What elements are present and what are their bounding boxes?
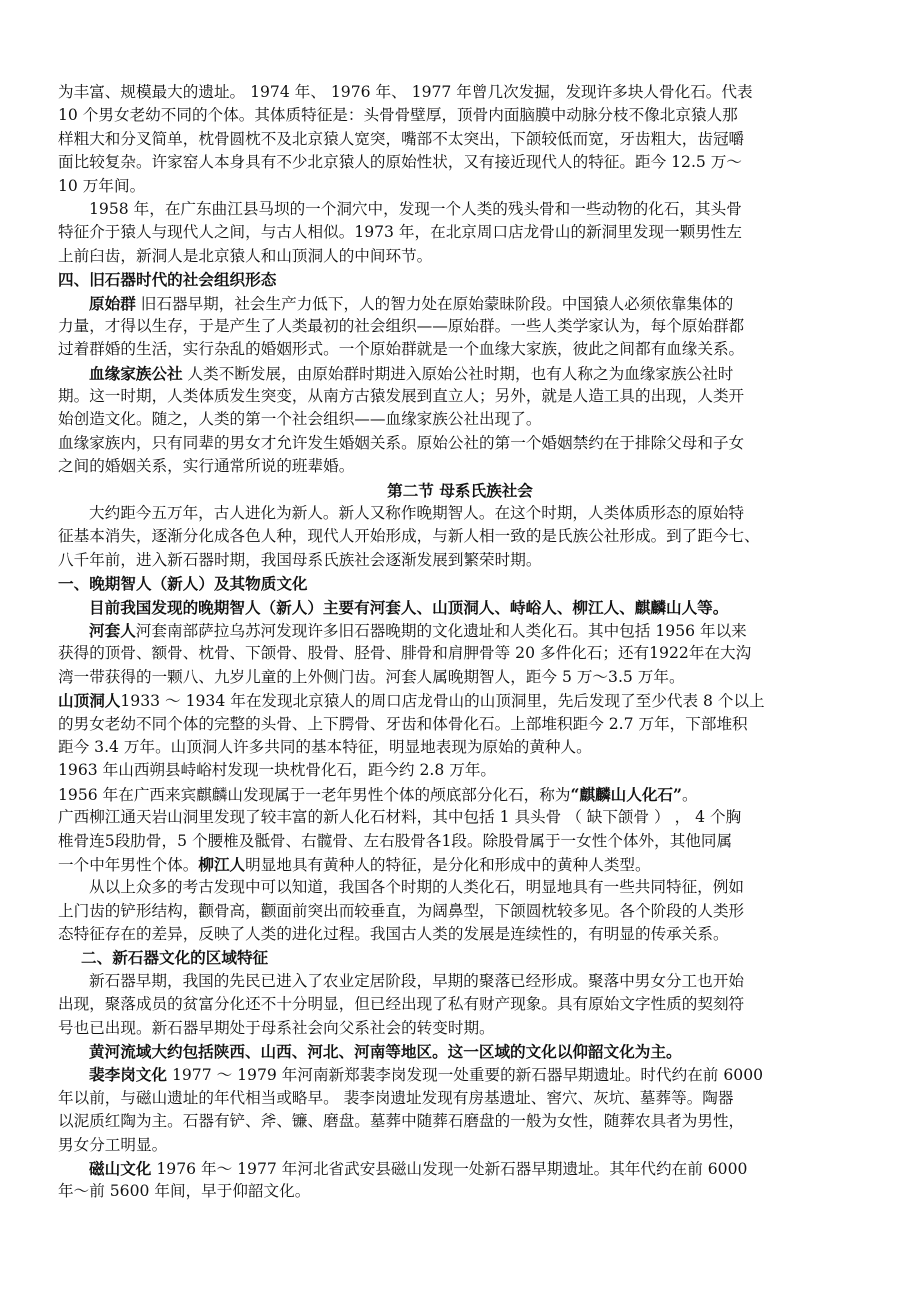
- text-line: [58, 432, 862, 455]
- line-text: 第二节 母系氏族社会: [387, 480, 533, 500]
- section-heading: [58, 1040, 862, 1063]
- line-text: 二、新石器文化的区域特征: [81, 948, 269, 968]
- text-line: [58, 876, 862, 899]
- line-text: 1963 年山西朔县峙峪村发现一块枕骨化石，距今约 2.8 万年。: [58, 761, 497, 780]
- bold-term: 磁山文化: [89, 1158, 152, 1178]
- line-text: 的男女老幼不同个体的完整的头骨、上下腭骨、牙齿和体骨化石。上部堆积距今 2.7 万年，下部堆积: [58, 714, 748, 733]
- section-heading: [58, 572, 862, 595]
- text-line: [58, 198, 862, 221]
- text-line: [58, 245, 862, 268]
- line-text: 从以上众多的考古发现中可以知道，我国各个时期的人类化石，明显地具有一些共同特征，例如: [89, 878, 744, 897]
- line-text: 明显地具有黄种人的特征，是分化和形成中的黄种人类型。: [245, 855, 651, 874]
- line-text: 一、晚期智人（新人）及其物质文化: [58, 574, 308, 594]
- line-text: 旧石器早期，社会生产力低下，人的智力处在原始蒙昧阶段。中国猿人必须依靠集体的: [135, 294, 734, 313]
- line-text: 黄河流域大约包括陕西、山西、河北、河南等地区。这一区域的文化以仰韶文化为主。: [89, 1042, 682, 1062]
- text-line: [58, 806, 862, 829]
- line-text: 1977 ～ 1979 年河南新郑裴李岗发现一处重要的新石器早期遗址。时代约在前 6000: [166, 1066, 764, 1085]
- text-line: [58, 1063, 862, 1086]
- text-line: [58, 1134, 862, 1157]
- line-text: 上前臼齿，新洞人是北京猿人和山顶洞人的中间环节。: [58, 246, 433, 265]
- text-line: [58, 1157, 862, 1180]
- text-line: [58, 385, 862, 408]
- text-line: [58, 666, 862, 689]
- line-text: 征基本消失，逐渐分化成各色人种，现代人开始形成，与新人相一致的是氏族公社形成。到了距今七、: [58, 527, 760, 546]
- section-heading: [58, 946, 862, 969]
- line-text: 态特征存在的差异，反映了人类的进化过程。我国古人类的发展是连续性的，有明显的传承关系。: [58, 925, 729, 944]
- text-line: [58, 292, 862, 315]
- text-line: [58, 1110, 862, 1133]
- text-line: [58, 736, 862, 759]
- text-line: [58, 128, 862, 151]
- bold-term: 柳江人: [198, 854, 246, 874]
- text-line: [58, 853, 862, 876]
- bold-term: 河套人: [89, 620, 136, 640]
- line-text: 1976 年～ 1977 年河北省武安县磁山发现一处新石器早期遗址。其年代约在前 6000: [151, 1159, 748, 1178]
- line-text: 特征介于猿人与现代人之间，与古人相似。1973 年，在北京周口店龙骨山的新洞里发现一颗男性左: [58, 223, 742, 242]
- line-text: 以泥质红陶为主。石器有铲、斧、镰、磨盘。墓葬中随葬石磨盘的一般为女性，随葬农具者为男性，: [58, 1112, 745, 1131]
- line-text: 获得的顶骨、额骨、枕骨、下颌骨、股骨、胫骨、腓骨和肩胛骨等 20 多件化石；还有1922年在大沟: [58, 644, 752, 663]
- line-text: 年～前 5600 年间，早于仰韶文化。: [58, 1182, 311, 1201]
- text-line: [58, 455, 862, 478]
- text-line: [58, 338, 862, 361]
- bold-term: “麒麟山人化石”: [570, 784, 682, 804]
- line-text: 年以前，与磁山遗址的年代相当或略早。 裴李岗遗址发现有房基遗址、窖穴、灰坑、墓葬等。陶器: [58, 1088, 734, 1107]
- text-line: [58, 221, 862, 244]
- text-line: [58, 525, 862, 548]
- line-text: 四、旧石器时代的社会组织形态: [58, 270, 277, 290]
- text-line: [58, 1017, 862, 1040]
- line-text: 人类不断发展，由原始群时期进入原始公社时期，也有人称之为血缘家族公社时: [182, 364, 734, 383]
- line-text: 。: [681, 785, 698, 804]
- line-text: 椎骨连5段肋骨，5 个腰椎及骶骨、右髋骨、左右股骨各1段。除股骨属于一女性个体外，其他同属: [58, 831, 733, 850]
- text-line: [58, 104, 862, 127]
- bold-term: 原始群: [89, 293, 136, 313]
- line-text: 目前我国发现的晚期智人（新人）主要有河套人、山顶洞人、峙峪人、柳江人、麒麟山人等。: [89, 597, 729, 617]
- text-line: [58, 689, 862, 712]
- text-line: [58, 619, 862, 642]
- line-text: 面比较复杂。许家窑人本身具有不少北京猿人的原始性状，又有接近现代人的特征。距今 12.5 万～: [58, 153, 742, 172]
- text-line: [58, 993, 862, 1016]
- line-text: 广西柳江通天岩山洞里发现了较丰富的新人化石材料，其中包括 1 具头骨 （ 缺下颌骨 ） ， 4 个胸: [58, 808, 742, 827]
- text-line: [58, 151, 862, 174]
- text-line: [58, 830, 862, 853]
- line-text: 一个中年男性个体。: [58, 855, 199, 874]
- line-text: 1956 年在广西来宾麒麟山发现属于一老年男性个体的颅底部分化石，称为: [58, 785, 571, 804]
- text-line: [58, 1180, 862, 1203]
- section-heading: [58, 268, 862, 291]
- text-line: [58, 759, 862, 782]
- line-text: 河套南部萨拉乌苏河发现许多旧石器晚期的文化遗址和人类化石。其中包括 1956 年以来: [135, 621, 747, 640]
- text-line: [58, 713, 862, 736]
- line-text: 之间的婚姻关系，实行通常所说的班辈婚。: [58, 457, 355, 476]
- text-line: [58, 783, 862, 806]
- section-heading: [58, 596, 862, 619]
- line-text: 力量，才得以生存，于是产生了人类最初的社会组织——原始群。一些人类学家认为，每个原始群都: [58, 316, 745, 335]
- line-text: 过着群婚的生活，实行杂乱的婚姻形式。一个原始群就是一个血缘大家族，彼此之间都有血缘关系。: [58, 340, 745, 359]
- line-text: 八千年前，进入新石器时期，我国母系氏族社会逐渐发展到繁荣时期。: [58, 550, 542, 569]
- line-text: 1958 年，在广东曲江县马坝的一个洞穴中，发现一个人类的残头骨和一些动物的化石，其头骨: [89, 199, 742, 218]
- line-text: 湾一带获得的一颗八、九岁儿童的上外侧门齿。河套人属晚期智人，距今 5 万～3.5 万年。: [58, 667, 685, 686]
- line-text: 10 万年间。: [58, 176, 146, 195]
- line-text: 血缘家族内，只有同辈的男女才允许发生婚姻关系。原始公社的第一个婚姻禁约在于排除父母和子女: [58, 433, 745, 452]
- line-text: 出现，聚落成员的贫富分化还不十分明显，但已经出现了私有财产现象。具有原始文字性质的契刻符: [58, 995, 745, 1014]
- line-text: 男女分工明显。: [58, 1135, 168, 1154]
- text-line: [58, 970, 862, 993]
- text-line: [58, 502, 862, 525]
- bold-term: 山顶洞人: [58, 691, 121, 711]
- text-line: [58, 923, 862, 946]
- text-line: [58, 408, 862, 431]
- line-text: 上门齿的铲形结构，颧骨高，颧面前突出而较垂直，为阔鼻型，下颌圆枕较多见。各个阶段的人类形: [58, 901, 745, 920]
- line-text: 期。这一时期，人类体质发生突变，从南方古猿发展到直立人；另外，就是人造工具的出现，人类开: [58, 387, 745, 406]
- line-text: 始创造文化。随之，人类的第一个社会组织——血缘家族公社出现了。: [58, 410, 542, 429]
- text-line: [58, 81, 862, 104]
- section-heading: [58, 479, 862, 502]
- text-line: [58, 549, 862, 572]
- text-line: [58, 900, 862, 923]
- line-text: 1933 ～ 1934 年在发现北京猿人的周口店龙骨山的山顶洞里，先后发现了至少代表 8 个以上: [120, 692, 765, 711]
- bold-term: 裴李岗文化: [89, 1065, 167, 1085]
- text-line: [58, 175, 862, 198]
- text-line: [58, 315, 862, 338]
- line-text: 10 个男女老幼不同的个体。其体质特征是：头骨骨壁厚，顶骨内面脑膜中动脉分枝不像北京猿人那: [58, 106, 738, 125]
- line-text: 为丰富、规模最大的遗址。 1974 年、 1976 年、 1977 年曾几次发掘，发现许多块人骨化石。代表: [58, 83, 753, 101]
- line-text: 样粗大和分叉简单，枕骨圆枕不及北京猿人宽突，嘴部不太突出，下颌较低而宽，牙齿粗大，齿冠嚼: [58, 129, 745, 148]
- bold-term: 血缘家族公社: [89, 363, 183, 383]
- line-text: 号也已出现。新石器早期处于母系社会向父系社会的转变时期。: [58, 1018, 495, 1037]
- text-line: [58, 362, 862, 385]
- line-text: 距今 3.4 万年。山顶洞人许多共同的基本特征，明显地表现为原始的黄种人。: [58, 737, 592, 756]
- text-line: [58, 642, 862, 665]
- line-text: 新石器早期，我国的先民已进入了农业定居阶段，早期的聚落已经形成。聚落中男女分工也开始: [89, 971, 744, 990]
- text-line: [58, 1087, 862, 1110]
- line-text: 大约距今五万年，古人进化为新人。新人又称作晚期智人。在这个时期，人类体质形态的原始特: [89, 504, 744, 523]
